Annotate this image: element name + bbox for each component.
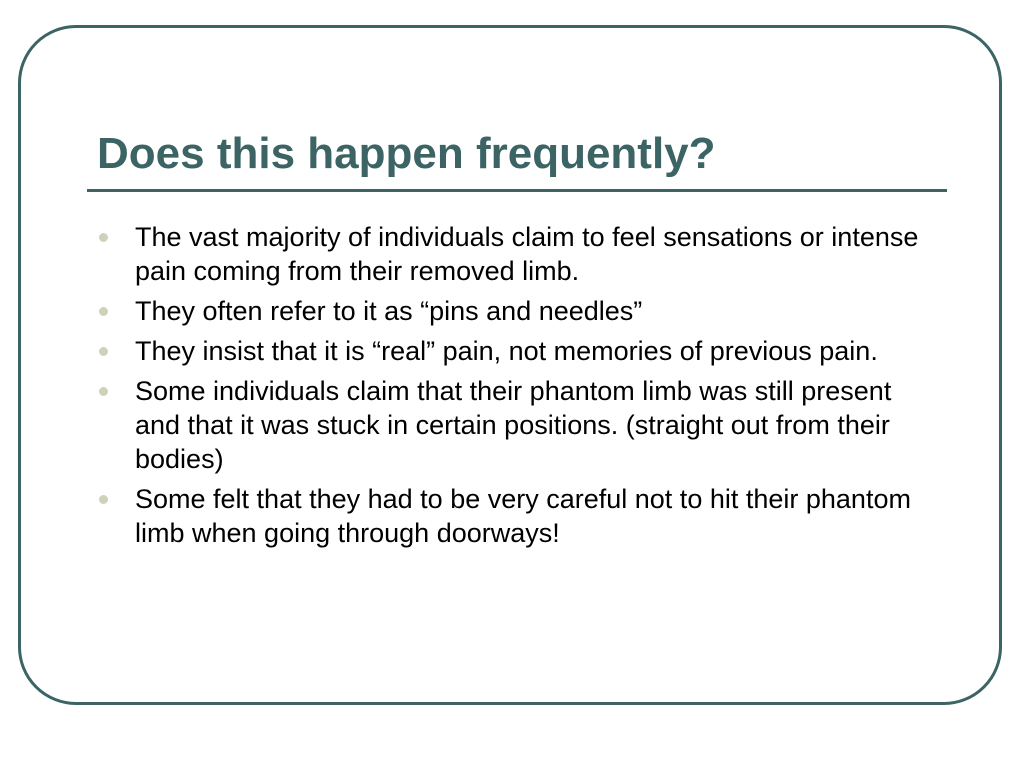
bullet-text: They often refer to it as “pins and needles”: [135, 296, 643, 326]
bullet-dot-icon: [99, 495, 108, 504]
bullet-item: [96, 294, 926, 328]
bullet-dot-icon: [99, 347, 108, 356]
bullet-text: The vast majority of individuals claim to feel sensations or intense pain coming from their removed limb.: [135, 222, 919, 286]
bullet-list: [96, 220, 926, 556]
bullet-item: [96, 220, 926, 288]
bullet-text: Some individuals claim that their phantom limb was still present and that it was stuck in certain positions. (straight out from their bodies): [135, 376, 892, 474]
title-underline: [87, 189, 947, 192]
slide-title: Does this happen frequently?: [97, 129, 716, 178]
bullet-dot-icon: [99, 307, 108, 316]
bullet-item: [96, 334, 926, 368]
bullet-item: [96, 482, 926, 550]
bullet-text: They insist that it is “real” pain, not memories of previous pain.: [135, 336, 878, 366]
bullet-dot-icon: [99, 233, 108, 242]
bullet-text: Some felt that they had to be very careful not to hit their phantom limb when going through doorways!: [135, 484, 911, 548]
bullet-item: [96, 374, 926, 476]
bullet-dot-icon: [99, 387, 108, 396]
